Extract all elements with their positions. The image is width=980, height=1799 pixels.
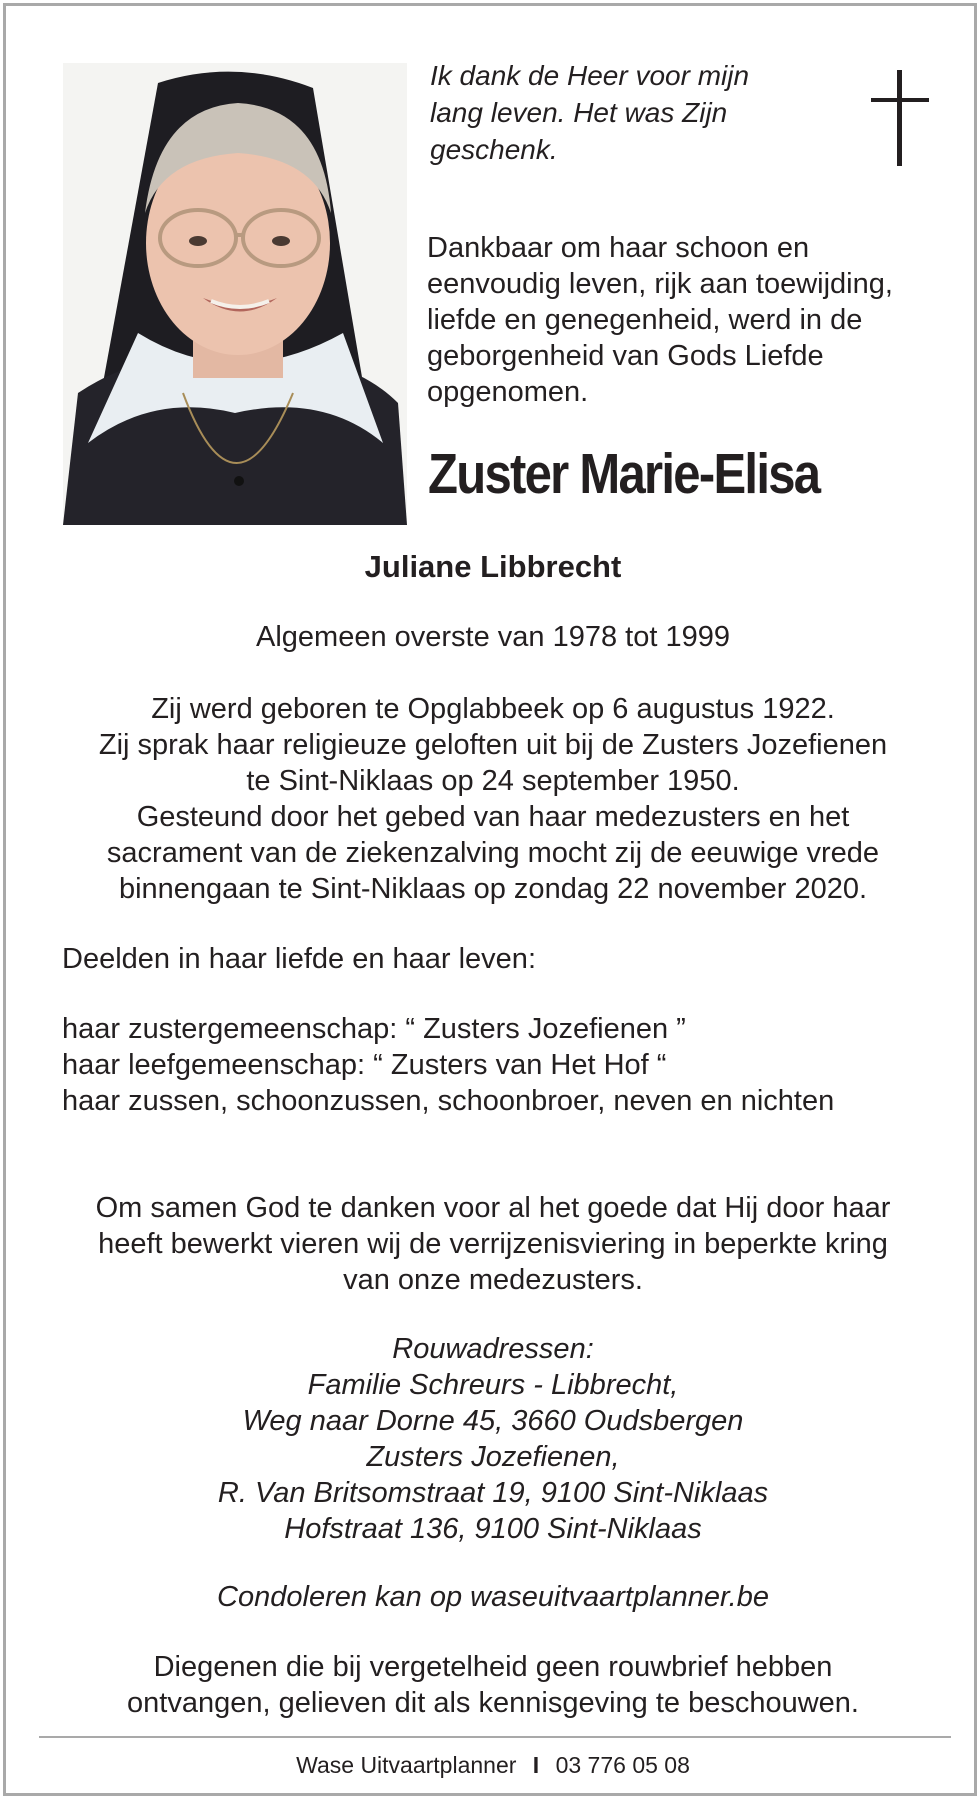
ceremony-line: van onze medezusters. (343, 1264, 643, 1296)
condolence-line: Condoleren kan op waseuitvaartplanner.be (217, 1581, 769, 1613)
biography (6, 691, 980, 907)
footer (6, 1750, 980, 1780)
cross-icon (871, 70, 929, 166)
deceased-civil-name: Juliane Libbrecht (364, 549, 622, 584)
role-line: Algemeen overste van 1978 tot 1999 (256, 621, 730, 653)
bio-line: te Sint-Niklaas op 24 september 1950. (246, 765, 740, 797)
ceremony-text (6, 1190, 980, 1298)
bio-line: Zij werd geboren te Opglabbeek op 6 augustus 1922. (151, 693, 835, 725)
intro-line: eenvoudig leven, rijk aan toewijding, (427, 268, 893, 300)
intro-line: opgenomen. (427, 376, 589, 408)
intro-line: Dankbaar om haar schoon en (427, 232, 810, 264)
condolence-text (6, 1579, 980, 1615)
bio-line: binnengaan te Sint-Niklaas op zondag 22 november 2020. (118, 873, 868, 905)
shared-heading (62, 941, 962, 977)
intro-line: liefde en genegenheid, werd in de (427, 304, 863, 336)
deceased-religious-name: Zuster Marie-Elisa (428, 442, 820, 506)
shared-item: haar leefgemeenschap: “ Zusters van Het Hof “ (62, 1049, 667, 1081)
mourning-addresses (6, 1331, 980, 1547)
address-line: Familie Schreurs - Libbrecht, (307, 1369, 679, 1401)
address-line: Weg naar Dorne 45, 3660 Oudsbergen (242, 1405, 744, 1437)
quote-line: Ik dank de Heer voor mijn (430, 60, 750, 91)
address-line: Rouwadressen: (392, 1333, 594, 1365)
intro-line: geborgenheid van Gods Liefde (427, 340, 824, 372)
portrait-photo (63, 63, 407, 525)
quote-line: lang leven. Het was Zijn (430, 97, 728, 128)
bio-line: Gesteund door het gebed van haar medezusters en het (136, 801, 850, 833)
footer-phone: 03 776 05 08 (555, 1752, 690, 1778)
address-line: R. Van Britsomstraat 19, 9100 Sint-Niklaas (217, 1477, 769, 1509)
ceremony-line: heeft bewerkt vieren wij de verrijzenisviering in beperkte kring (98, 1228, 888, 1260)
footer-company: Wase Uitvaartplanner (296, 1752, 517, 1778)
address-line: Hofstraat 136, 9100 Sint-Niklaas (284, 1513, 702, 1545)
bio-line: Zij sprak haar religieuze geloften uit bij de Zusters Jozefienen (98, 729, 888, 761)
shared-item: haar zustergemeenschap: “ Zusters Jozefienen ” (62, 1013, 686, 1045)
quote-line: geschenk. (430, 134, 558, 165)
notice-line: Diegenen die bij vergetelheid geen rouwbrief hebben (153, 1651, 833, 1683)
intro-text (427, 230, 947, 410)
role (6, 619, 980, 655)
footer-divider (39, 1736, 951, 1738)
shared-heading-line: Deelden in haar liefde en haar leven: (62, 943, 536, 975)
address-line: Zusters Jozefienen, (366, 1441, 620, 1473)
bio-line: sacrament van de ziekenzalving mocht zij de eeuwige vrede (106, 837, 880, 869)
shared-list (62, 1011, 962, 1119)
quote (430, 57, 830, 168)
notice-text (6, 1649, 980, 1721)
obituary-card (3, 3, 977, 1796)
footer-separator: I (532, 1752, 540, 1778)
ceremony-line: Om samen God te danken voor al het goede dat Hij door haar (95, 1192, 891, 1224)
shared-item: haar zussen, schoonzussen, schoonbroer, neven en nichten (62, 1085, 835, 1117)
notice-line: ontvangen, gelieven dit als kennisgeving te beschouwen. (127, 1687, 859, 1719)
